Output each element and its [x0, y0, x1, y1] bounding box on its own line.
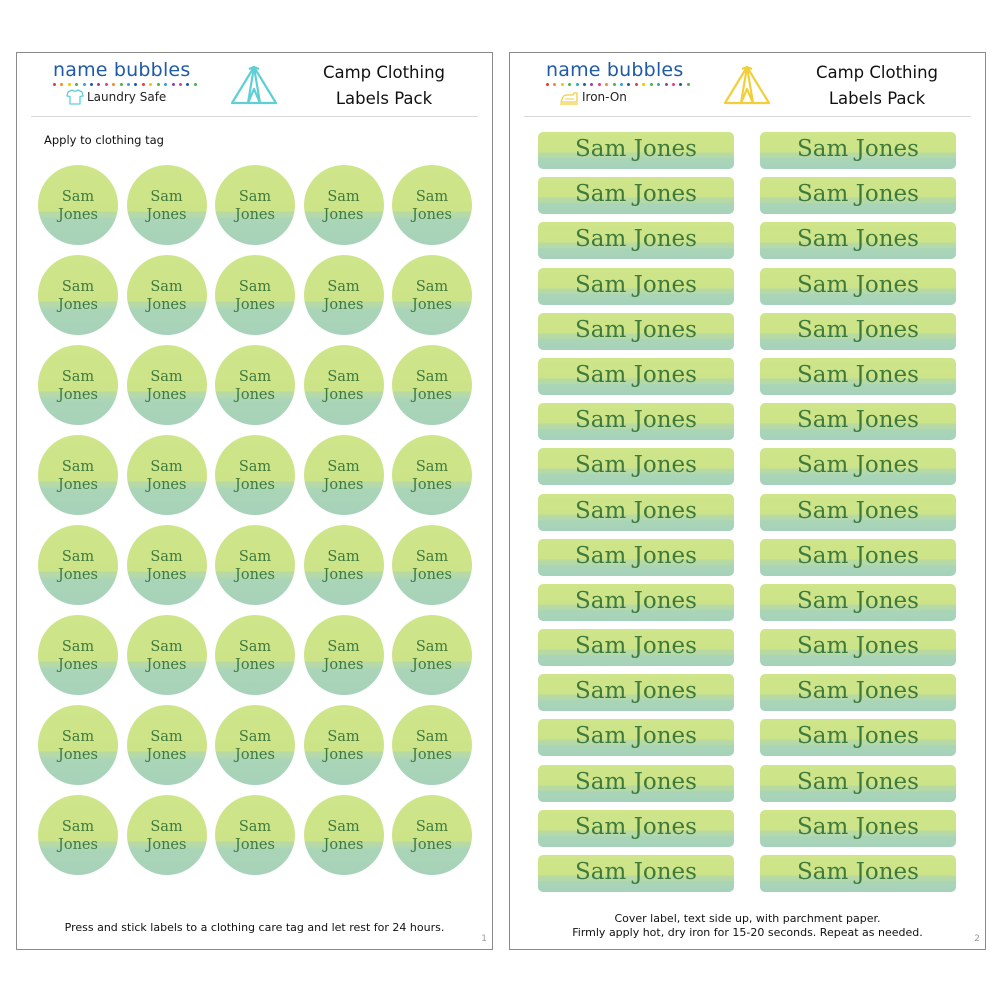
brand-dot [149, 83, 152, 86]
circle-label [215, 615, 295, 695]
circle-label [215, 345, 295, 425]
circle-label [38, 525, 118, 605]
rect-label [538, 177, 734, 214]
rect-label [538, 855, 734, 892]
brand-dot [127, 83, 130, 86]
rect-label-text: Sam Jones [575, 497, 697, 524]
rect-label [538, 494, 734, 531]
brand-dot [194, 83, 197, 86]
circle-label [215, 255, 295, 335]
rect-label-text: Sam Jones [575, 723, 697, 750]
circle-label-text [127, 278, 207, 314]
rect-label-text: Sam Jones [797, 633, 919, 660]
circle-label-text [392, 818, 472, 854]
rect-label [760, 539, 956, 576]
circle-label-text [304, 728, 384, 764]
rect-label [538, 584, 734, 621]
rect-label [760, 629, 956, 666]
iron-icon [559, 89, 579, 105]
label-first-name: Sam [238, 369, 272, 385]
label-last-name: Jones [146, 207, 187, 223]
circle-label-text [392, 638, 472, 674]
label-first-name: Sam [238, 189, 272, 205]
label-last-name: Jones [412, 657, 452, 673]
rect-label [538, 539, 734, 576]
rect-label-text: Sam Jones [797, 723, 919, 750]
rect-label-text: Sam Jones [797, 181, 919, 208]
label-first-name: Sam [415, 459, 449, 475]
circle-label-text [304, 638, 384, 674]
rect-label [760, 313, 956, 350]
rect-label-text: Sam Jones [797, 136, 919, 162]
circle-label-text [38, 278, 118, 314]
label-first-name: Sam [238, 729, 272, 745]
circle-label [127, 435, 207, 515]
label-last-name: Jones [323, 837, 364, 853]
circle-label [38, 435, 118, 515]
circle-label-text [215, 728, 295, 764]
rect-label-text: Sam Jones [797, 271, 919, 298]
brand-dot [75, 83, 78, 86]
label-last-name: Jones [146, 747, 187, 763]
label-first-name: Sam [327, 189, 360, 205]
label-first-name: Sam [61, 729, 95, 745]
circle-label-text [392, 278, 472, 314]
label-last-name: Jones [412, 297, 452, 313]
circle-label [392, 795, 472, 875]
label-sheet-iron-on [509, 52, 986, 950]
circle-label [215, 165, 295, 245]
brand-dot [134, 83, 137, 86]
circle-label-text [127, 188, 207, 224]
circle-label [127, 795, 207, 875]
label-first-name: Sam [415, 729, 449, 745]
rect-label [538, 268, 734, 305]
rect-label-text: Sam Jones [575, 271, 697, 298]
circle-label [215, 795, 295, 875]
circle-label [304, 165, 384, 245]
rect-label-text: Sam Jones [797, 316, 919, 343]
circle-label [304, 435, 384, 515]
brand-dot [157, 83, 160, 86]
circle-label [392, 615, 472, 695]
brand-dot [120, 83, 123, 86]
label-last-name: Jones [412, 567, 452, 583]
page-number: 2 [974, 934, 980, 944]
label-last-name: Jones [235, 657, 275, 673]
rect-label-text: Sam Jones [575, 226, 697, 253]
rect-label-text: Sam Jones [575, 633, 697, 660]
brand-dot [627, 83, 630, 86]
tent-icon [722, 63, 772, 110]
circle-label-text [38, 728, 118, 764]
label-sheet-laundry-safe [16, 52, 493, 950]
label-first-name: Sam [415, 189, 449, 205]
rect-label [538, 222, 734, 259]
brand-logo: name bubbles [53, 59, 191, 81]
label-last-name: Jones [58, 477, 98, 493]
brand-dot [105, 83, 108, 86]
label-last-name: Jones [58, 297, 98, 313]
rect-label [538, 765, 734, 802]
brand-dot [568, 83, 571, 86]
brand-dot [186, 83, 189, 86]
label-last-name: Jones [58, 837, 98, 853]
circle-label [215, 525, 295, 605]
brand-dot [53, 83, 56, 86]
label-first-name: Sam [327, 639, 360, 655]
brand-dot [687, 83, 690, 86]
brand-dot [179, 83, 182, 86]
label-first-name: Sam [61, 819, 95, 835]
rect-label [760, 810, 956, 847]
label-first-name: Sam [415, 369, 449, 385]
brand-dot [635, 83, 638, 86]
circle-label-text [215, 278, 295, 314]
label-first-name: Sam [150, 549, 183, 565]
label-first-name: Sam [150, 189, 183, 205]
brand-dot [553, 83, 556, 86]
label-first-name: Sam [327, 549, 360, 565]
brand-dot [68, 83, 71, 86]
brand-dot [576, 83, 579, 86]
circle-label-text [392, 548, 472, 584]
rect-label [538, 674, 734, 711]
apply-note: Apply to clothing tag [44, 133, 164, 147]
rect-label-text: Sam Jones [575, 136, 697, 162]
label-last-name: Jones [323, 567, 364, 583]
label-last-name: Jones [146, 837, 187, 853]
product-type [559, 89, 627, 105]
label-last-name: Jones [323, 207, 364, 223]
circle-label-text [38, 188, 118, 224]
circle-label [127, 255, 207, 335]
label-first-name: Sam [238, 279, 272, 295]
tent-icon [229, 63, 279, 110]
rect-label [538, 313, 734, 350]
label-first-name: Sam [61, 639, 95, 655]
pack-title: Camp Clothing Labels Pack [322, 63, 446, 108]
circle-label-text [392, 458, 472, 494]
sheet-header [524, 53, 971, 117]
label-first-name: Sam [238, 549, 272, 565]
circle-label-text [304, 818, 384, 854]
brand-dot [598, 83, 601, 86]
label-last-name: Jones [58, 207, 98, 223]
circle-label-text [304, 278, 384, 314]
label-last-name: Jones [235, 207, 275, 223]
brand-dot [620, 83, 623, 86]
label-last-name: Jones [323, 657, 364, 673]
brand-dot [672, 83, 675, 86]
rect-label-text: Sam Jones [575, 452, 697, 479]
circle-label [127, 705, 207, 785]
label-first-name: Sam [150, 279, 183, 295]
circle-label [38, 345, 118, 425]
circle-label [304, 615, 384, 695]
circle-label [392, 255, 472, 335]
rect-label [760, 448, 956, 485]
label-last-name: Jones [58, 567, 98, 583]
brand-dot [172, 83, 175, 86]
label-first-name: Sam [61, 279, 95, 295]
circle-label-text [38, 818, 118, 854]
brand-dot [90, 83, 93, 86]
sheet-header [31, 53, 478, 117]
circle-label [38, 705, 118, 785]
label-last-name: Jones [146, 477, 187, 493]
rect-label-text: Sam Jones [797, 542, 919, 569]
rect-label-text: Sam Jones [575, 542, 697, 569]
rect-label [538, 403, 734, 440]
circle-label-text [215, 368, 295, 404]
circle-label-text [304, 548, 384, 584]
rect-label-text: Sam Jones [575, 813, 697, 840]
label-last-name: Jones [412, 837, 452, 853]
rect-label [760, 584, 956, 621]
rect-label-text: Sam Jones [797, 678, 919, 705]
rect-label-text: Sam Jones [575, 768, 697, 795]
page-number: 1 [481, 934, 487, 944]
brand-dot [561, 83, 564, 86]
circle-label [38, 255, 118, 335]
rect-label [760, 765, 956, 802]
rect-label [760, 403, 956, 440]
circle-label-text [38, 638, 118, 674]
label-last-name: Jones [146, 567, 187, 583]
circle-label [215, 435, 295, 515]
label-first-name: Sam [415, 639, 449, 655]
label-first-name: Sam [415, 279, 449, 295]
label-last-name: Jones [412, 387, 452, 403]
label-first-name: Sam [150, 369, 183, 385]
circle-label [127, 345, 207, 425]
circle-label [304, 705, 384, 785]
label-last-name: Jones [323, 747, 364, 763]
circle-label [38, 165, 118, 245]
label-last-name: Jones [146, 297, 187, 313]
rect-label [760, 268, 956, 305]
label-last-name: Jones [235, 297, 275, 313]
brand-dot [83, 83, 86, 86]
label-first-name: Sam [415, 549, 449, 565]
label-last-name: Jones [235, 477, 275, 493]
circle-label-text [38, 458, 118, 494]
circle-label-text [127, 458, 207, 494]
rect-label [760, 719, 956, 756]
pack-title: Camp Clothing Labels Pack [815, 63, 939, 108]
instructions: Press and stick labels to a clothing care tag and let rest for 24 hours. [64, 921, 445, 934]
circle-label [304, 795, 384, 875]
label-first-name: Sam [415, 819, 449, 835]
rect-label [760, 177, 956, 214]
circle-label [392, 705, 472, 785]
rect-label [538, 448, 734, 485]
circle-label [304, 255, 384, 335]
label-first-name: Sam [238, 459, 272, 475]
label-last-name: Jones [146, 387, 187, 403]
circle-label [392, 165, 472, 245]
brand-dot [142, 83, 145, 86]
label-first-name: Sam [238, 639, 272, 655]
circle-label-text [215, 818, 295, 854]
circle-label [392, 435, 472, 515]
brand-dot [112, 83, 115, 86]
rect-label [760, 855, 956, 892]
brand-dot [605, 83, 608, 86]
rect-label-text: Sam Jones [575, 361, 697, 388]
brand-dot [613, 83, 616, 86]
circle-label-text [215, 188, 295, 224]
rect-label [760, 222, 956, 259]
label-first-name: Sam [327, 819, 360, 835]
product-type [66, 89, 166, 105]
circle-label [38, 615, 118, 695]
circle-label [392, 525, 472, 605]
circle-label-text [304, 368, 384, 404]
product-type-label: Laundry Safe [87, 90, 167, 104]
label-last-name: Jones [58, 747, 98, 763]
circle-label-text [304, 458, 384, 494]
rect-label-text: Sam Jones [797, 813, 919, 840]
label-first-name: Sam [61, 189, 95, 205]
rect-label [538, 719, 734, 756]
circle-label-text [215, 638, 295, 674]
rect-label [760, 132, 956, 169]
rect-label-text: Sam Jones [797, 768, 919, 795]
circle-label [304, 345, 384, 425]
circle-label [127, 525, 207, 605]
circle-label-text [127, 728, 207, 764]
label-last-name: Jones [58, 387, 98, 403]
label-last-name: Jones [235, 747, 275, 763]
label-last-name: Jones [58, 657, 98, 673]
brand-dot [546, 83, 549, 86]
label-first-name: Sam [327, 279, 360, 295]
circle-label-text [127, 548, 207, 584]
circle-label [127, 165, 207, 245]
label-last-name: Jones [412, 747, 452, 763]
label-last-name: Jones [323, 387, 364, 403]
label-first-name: Sam [150, 459, 183, 475]
circle-label-grid [38, 165, 472, 875]
circle-label-text [392, 188, 472, 224]
label-first-name: Sam [150, 819, 183, 835]
label-last-name: Jones [323, 477, 364, 493]
rect-label [538, 810, 734, 847]
rect-label [760, 358, 956, 395]
label-last-name: Jones [235, 387, 275, 403]
circle-label-text [392, 368, 472, 404]
rect-label-text: Sam Jones [797, 361, 919, 388]
label-last-name: Jones [412, 207, 452, 223]
rect-label-text: Sam Jones [797, 407, 919, 434]
circle-label-text [38, 368, 118, 404]
label-last-name: Jones [146, 657, 187, 673]
rect-label [538, 358, 734, 395]
label-first-name: Sam [150, 639, 183, 655]
circle-label-text [127, 638, 207, 674]
rect-label-text: Sam Jones [797, 859, 919, 885]
label-first-name: Sam [61, 549, 95, 565]
circle-label [127, 615, 207, 695]
brand-logo: name bubbles [546, 59, 684, 81]
rect-label [760, 494, 956, 531]
circle-label-text [392, 728, 472, 764]
rect-label-text: Sam Jones [575, 316, 697, 343]
circle-label-text [215, 458, 295, 494]
rect-label-text: Sam Jones [797, 587, 919, 614]
brand-dot [650, 83, 653, 86]
brand-dot [164, 83, 167, 86]
rect-label-text: Sam Jones [797, 452, 919, 479]
label-last-name: Jones [235, 567, 275, 583]
label-first-name: Sam [327, 729, 360, 745]
label-last-name: Jones [235, 837, 275, 853]
rect-label-text: Sam Jones [575, 407, 697, 434]
label-last-name: Jones [323, 297, 364, 313]
rect-label-text: Sam Jones [575, 678, 697, 705]
rect-label [538, 629, 734, 666]
circle-label-text [127, 368, 207, 404]
label-first-name: Sam [327, 459, 360, 475]
brand-dot [97, 83, 100, 86]
rect-label-text: Sam Jones [797, 226, 919, 253]
brand-dot [590, 83, 593, 86]
circle-label-text [215, 548, 295, 584]
circle-label [392, 345, 472, 425]
rect-label-text: Sam Jones [797, 497, 919, 524]
label-last-name: Jones [412, 477, 452, 493]
rect-label-text: Sam Jones [575, 181, 697, 208]
circle-label [215, 705, 295, 785]
brand-dot [583, 83, 586, 86]
circle-label-text [127, 818, 207, 854]
rect-label-grid [538, 132, 956, 892]
brand-dot [60, 83, 63, 86]
label-first-name: Sam [150, 729, 183, 745]
circle-label-text [304, 188, 384, 224]
rect-label [538, 132, 734, 169]
brand-dot [679, 83, 682, 86]
circle-label [304, 525, 384, 605]
circle-label-text [38, 548, 118, 584]
label-first-name: Sam [61, 369, 95, 385]
brand-dot [657, 83, 660, 86]
circle-label [38, 795, 118, 875]
label-first-name: Sam [61, 459, 95, 475]
instructions: Cover label, text side up, with parchment paper. Firmly apply hot, dry iron for 15-20 seconds. Repeat as needed. [572, 912, 923, 939]
product-type-label: Iron-On [582, 90, 627, 104]
rect-label-text: Sam Jones [575, 859, 697, 885]
brand-dots [546, 83, 690, 87]
rect-label [760, 674, 956, 711]
rect-label-text: Sam Jones [575, 587, 697, 614]
label-first-name: Sam [327, 369, 360, 385]
brand-dot [665, 83, 668, 86]
brand-dot [642, 83, 645, 86]
brand-dots [53, 83, 197, 87]
shirt-icon [66, 89, 84, 105]
label-first-name: Sam [238, 819, 272, 835]
